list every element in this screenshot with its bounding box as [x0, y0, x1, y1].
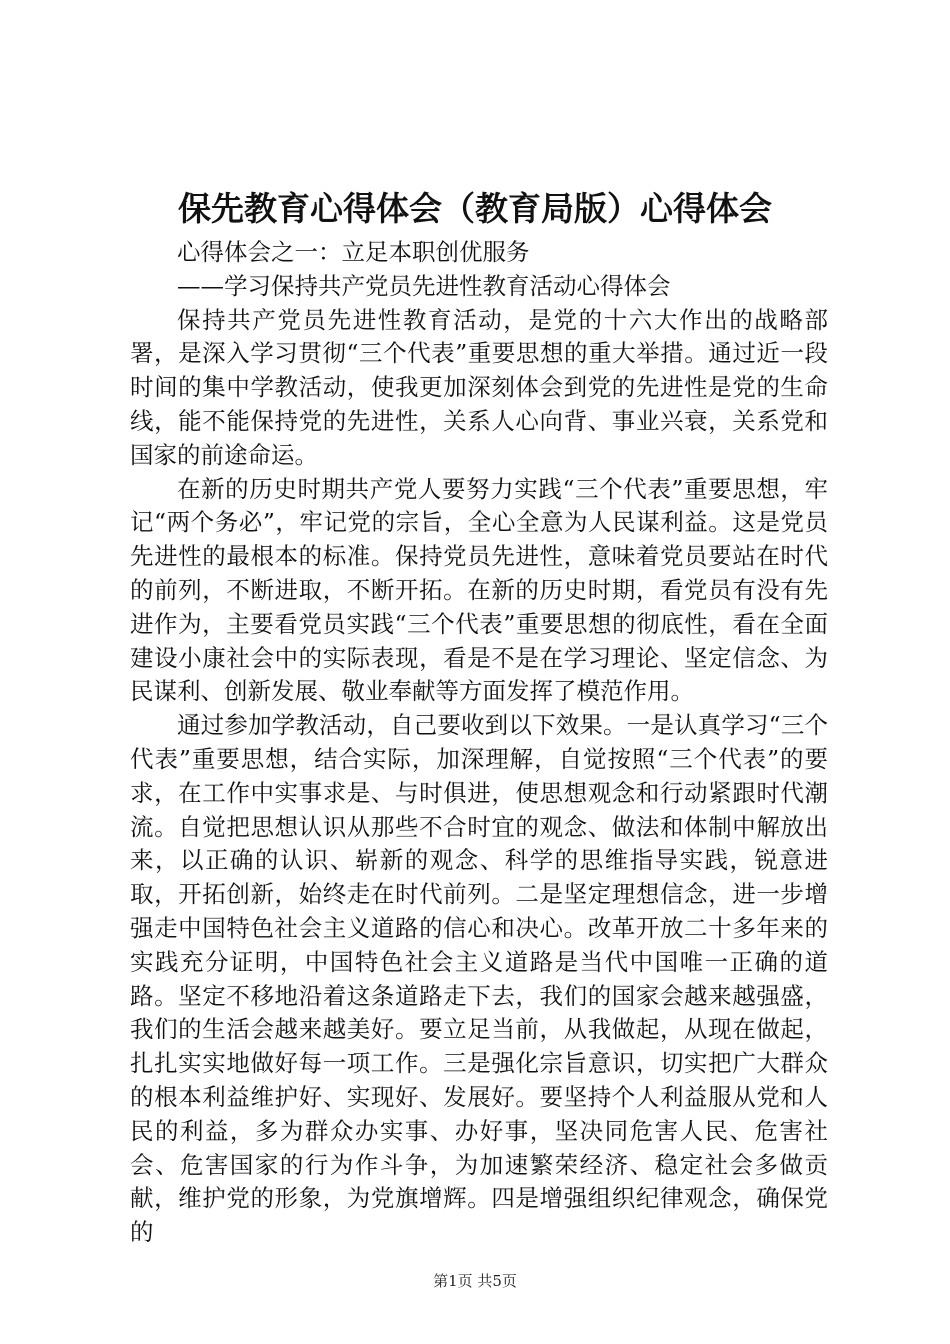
subtitle-line: ——学习保持共产党员先进性教育活动心得体会 [177, 271, 671, 300]
body-paragraph: 保持共产党员先进性教育活动，是党的十六大作出的战略部署，是深入学习贯彻“三个代表”重要思想的重大举措。通过近一段时间的集中学教活动，使我更加深刻体会到党的先进性是党的生命线，能不能保持党的先进性，关系人心向背、事业兴衰，关系党和国家的前途命运。 [130, 305, 828, 469]
subtitle-line: 心得体会之一：立足本职创优服务 [177, 238, 530, 266]
document-body [130, 236, 828, 1250]
page-number-footer: 第1页 共5页 [433, 1272, 517, 1290]
body-paragraph: 在新的历史时期共产党人要努力实践“三个代表”重要思想，牢记“两个务必”，牢记党的宗旨，全心全意为人民谋利益。这是党员先进性的最根本的标准。保持党员先进性，意味着党员要站在时代的前列，不断进取，不断开拓。在新的历史时期，看党员有没有先进作为，主要看党员实践“三个代表”重要思想的彻底性，看在全面建设小康社会中的实际表现，看是不是在学习理论、坚定信念、为民谋利、创新发展、敬业奉献等方面发挥了模范作用。 [130, 474, 828, 706]
document-title: 保先教育心得体会（教育局版）心得体会 [178, 189, 772, 228]
body-paragraph: 通过参加学教活动，自己要收到以下效果。一是认真学习“三个代表”重要思想，结合实际，加深理解，自觉按照“三个代表”的要求，在工作中实事求是、与时俱进，使思想观念和行动紧跟时代潮流。自觉把思想认识从那些不合时宜的观念、做法和体制中解放出来，以正确的认识、崭新的观念、科学的思维指导实践，锐意进取，开拓创新，始终走在时代前列。二是坚定理想信念，进一步增强走中国特色社会主义道路的信心和决心。改革开放二十多年来的实践充分证明，中国特色社会主义道路是当代中国唯一正确的道路。坚定不移地沿着这条道路走下去，我们的国家会越来越强盛，我们的生活会越来越美好。要立足当前，从我做起，从现在做起，扎扎实实地做好每一项工作。三是强化宗旨意识，切实把广大群众的根本利益维护好、实现好、发展好。要坚持个人利益服从党和人民的利益，多为群众办实事、办好事，坚决同危害人民、危害社会、危害国家的行为作斗争，为加速繁荣经济、稳定社会多做贡献，维护党的形象，为党旗增辉。四是增强组织纪律观念，确保党的 [130, 711, 828, 1247]
